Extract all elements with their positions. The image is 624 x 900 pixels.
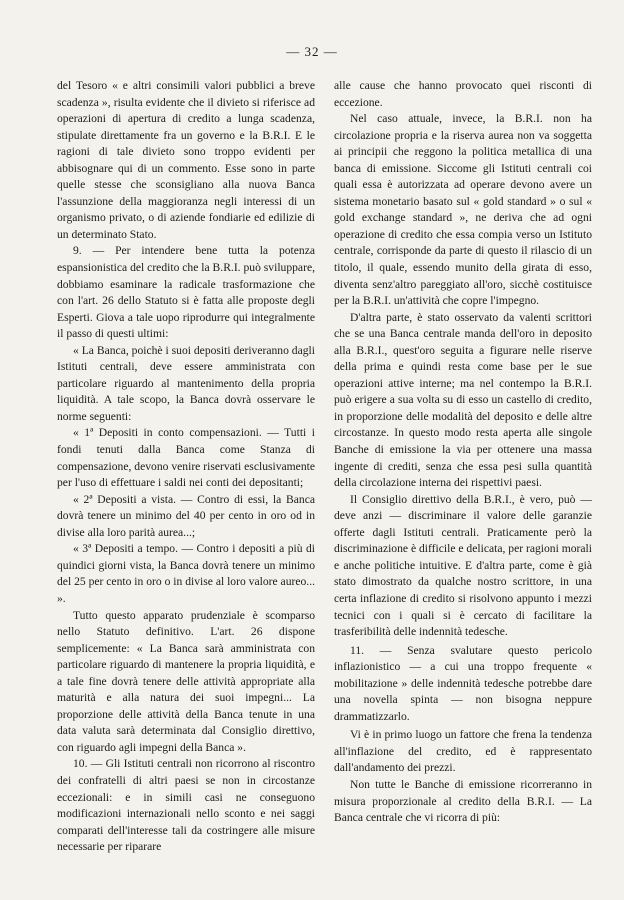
paragraph: 11. — Senza svalutare questo pericolo inflazionistico — a cui una troppo frequente « mobilitazione » delle indennità tedesche potrebbe dare una novella spinta — non bisogna neppure drammatizzarlo.	[334, 643, 592, 723]
quoted-paragraph: « 2ª Depositi a vista. — Contro di essi, la Banca dovrà tenere un minimo del 40 per cento in oro od in divise alla loro parità aurea...;	[57, 492, 315, 539]
paragraph: Tutto questo apparato prudenziale è scomparso nello Statuto definitivo. L'art. 26 dispone semplicemente: « La Banca sarà amministrata con particolare riguardo di mantenere la propria liquidità, e a tale fine dovrà tenere delle attività appropriate alla maturità e alla natura dei suoi impegni... La proporzione delle attività della Banca tenute in una data valuta sarà determinata dal Consiglio direttivo, con riguardo agli impegni della Banca ».	[57, 608, 315, 754]
page-number: — 32 —	[286, 44, 338, 59]
quoted-paragraph: « 3ª Depositi a tempo. — Contro i depositi a più di quindici giorni vista, la Banca dovrà tenere un minimo del 25 per cento in oro o in divise al loro valore aureo... ».	[57, 542, 315, 605]
paragraph: 9. — Per intendere bene tutta la potenza espansionistica del credito che la B.R.I. può sviluppare, dobbiamo esaminare la radicale trasformazione che con l'art. 26 dello Statuto si è fatta alle proposte degli Esperti. Giova a tale uopo riprodurre qui integralmente il passo di questi ultimi:	[57, 244, 315, 341]
paragraph: D'altra parte, è stato osservato da valenti scrittori che se una Banca centrale manda dell'oro in deposito alla B.R.I., quest'oro seguita a figurare nelle riserve della prima e quindi resta come base per le sue operazioni attive interne; ma nel contempo la B.R.I. può erigere a sua volta su di esso un castello di credito, in proporzione delle modalità del deposito e delle altre circostanze. In questo modo resta aperta alle singole Banche di emissione la via per ottenere una massa ingente di crediti, senza che essa pesi sulla quantità della circolazione interna dei rispettivi paesi.	[334, 310, 592, 490]
paragraph: 10. — Gli Istituti centrali non ricorrono al riscontro dei confratelli di altri paesi se non in circostanze eccezionali: e in simili casi ne conseguono modificazioni internazionali nello sconto e nei saggi comparati dell'interesse tali da costringere alle misure necessarie per riparare	[57, 757, 315, 854]
paragraph: Vi è in primo luogo un fattore che frena la tendenza all'inflazione del credito, ed è rappresentato dall'andamento dei prezzi.	[334, 728, 592, 775]
left-column	[57, 78, 315, 856]
quoted-paragraph: « La Banca, poichè i suoi depositi deriveranno dagli Istituti centrali, deve essere amministrata con particolare riguardo al mantenimento della propria liquidità. A tale scopo, la Banca dovrà osservare le norme seguenti:	[57, 343, 315, 423]
quoted-paragraph: « 1ª Depositi in conto compensazioni. — Tutti i fondi tenuti dalla Banca come Stanza di compensazione, devono venire riservati esclusivamente per l'uso di effettuare i saldi nei conti dei depositanti;	[57, 426, 315, 490]
paragraph: alle cause che hanno provocato quei risconti di eccezione.	[334, 79, 592, 109]
paragraph: Il Consiglio direttivo della B.R.I., è vero, può — deve anzi — discriminare il valore delle garanzie offerte dagli Istituti centrali. Praticamente però la discriminazione è difficile e delicata, per ragioni morali e anche politiche intuitive. E d'altra parte, come è già stato dimostrato da qualche nostro scrittore, in una certa inflazione di credito si risolvono appunto i mezzi tecnici con i quali si è cercato di facilitare la trasferibilità delle indennità tedesche.	[334, 492, 592, 639]
paragraph: Nel caso attuale, invece, la B.R.I. non ha circolazione propria e la riserva aurea non va soggetta ai principii che reggono la politica metallica di una banca di emissione. Siccome gli Istituti centrali coi quali essa è autorizzata ad operare devono avere un sistema monetario basato sul « gold standard » o sul « gold exchange standard », ne deriva che ad ogni operazione di credito che essa compia verso un Istituto centrale, corrisponde da parte di questo il rilascio di un titolo, il quale, essendo munito della girata di esso, diventa senz'altro pareggiato all'oro, sicchè costituisce per la B.R.I. un'attività che copre l'impegno.	[334, 112, 592, 308]
right-column	[334, 78, 592, 827]
paragraph: Non tutte le Banche di emissione ricorreranno in misura proporzionale al credito della B.R.I. — La Banca centrale che vi ricorra di più:	[334, 777, 592, 825]
paragraph: del Tesoro « e altri consimili valori pubblici a breve scadenza », risulta evidente che il divieto si riferisce ad operazioni di apertura di credito a lunga scadenza, stipulate direttamente fra un governo e la B.R.I. E le ragioni di tale divieto sono troppo evidenti per abbisognare qui di un commento. Esse sono in parte quelle stesse che sconsigliano alla nuova Banca l'assunzione della maggioranza negli interessi di un organismo privato, o di aziende fondiarie ed edilizie di un determinato Stato.	[57, 79, 315, 241]
